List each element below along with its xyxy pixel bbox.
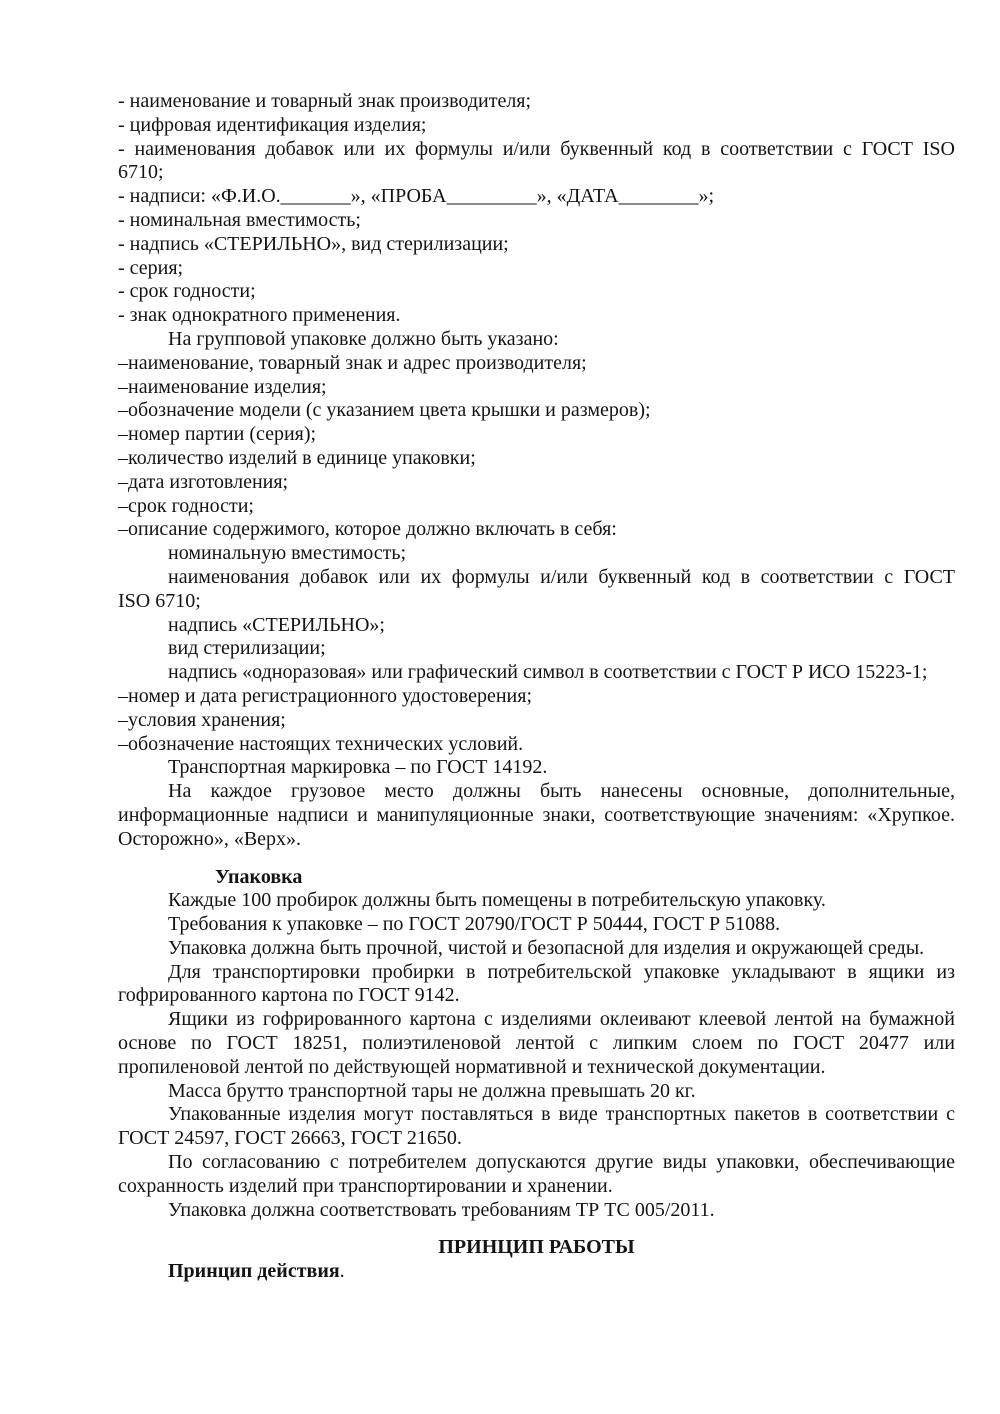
list-item: –условия хранения; (118, 708, 286, 731)
list-item: –дата изготовления; (118, 470, 289, 493)
subheading-princip-dejstviya (118, 1260, 955, 1284)
list-item: –срок годности; (118, 494, 254, 517)
sublist-item: надпись «одноразовая» или графический символ в соответствии с ГОСТ Р ИСО 15223-1; (168, 661, 928, 684)
paragraph-line: гофрированного картона по ГОСТ 9142. (118, 984, 460, 1007)
paragraph-line: Требования к упаковке – по ГОСТ 20790/ГОСТ Р 50444, ГОСТ Р 51088. (168, 913, 781, 936)
list-item: –номер партии (серия); (118, 423, 317, 446)
paragraph-spacer (118, 1222, 955, 1236)
list-item: - надпись «СТЕРИЛЬНО», вид стерилизации; (118, 232, 509, 255)
paragraph-line: Для транспортировки пробирки в потребительской упаковке укладывают в ящики из (168, 960, 955, 983)
list-item-continuation: 6710; (118, 161, 164, 184)
list-item: –обозначение модели (с указанием цвета крышки и размеров); (118, 399, 651, 422)
list-item: –номер и дата регистрационного удостоверения; (118, 684, 533, 707)
paragraph-line: По согласованию с потребителем допускаются другие виды упаковки, обеспечивающие (168, 1151, 955, 1174)
section-heading-princip-raboty: ПРИНЦИП РАБОТЫ (438, 1236, 635, 1259)
list-item: –описание содержимого, которое должно включать в себя: (118, 518, 617, 541)
paragraph-line: Упаковка должна быть прочной, чистой и безопасной для изделия и окружающей среды. (168, 936, 925, 959)
sublist-item: надпись «СТЕРИЛЬНО»; (168, 613, 385, 636)
list-item: - наименования добавок или их формулы и/или буквенный код в соответствии с ГОСТ ISO (118, 137, 955, 160)
sublist-item-continuation: ISO 6710; (118, 589, 201, 612)
list-item: –обозначение настоящих технических условий. (118, 732, 524, 755)
section-heading-upakovka: Упаковка (215, 865, 303, 888)
paragraph-spacer (118, 852, 955, 866)
paragraph-line: Каждые 100 пробирок должны быть помещены в потребительскую упаковку. (168, 889, 826, 912)
paragraph-line: Упакованные изделия могут поставляться в виде транспортных пакетов в соответствии с (168, 1103, 955, 1126)
paragraph-line: На групповой упаковке должно быть указано: (168, 327, 559, 350)
trailing-text: . (339, 1260, 345, 1283)
bold-text: Принцип действия (168, 1260, 340, 1283)
list-item: - цифровая идентификация изделия; (118, 113, 427, 136)
list-item: - знак однократного применения. (118, 304, 401, 327)
sublist-item: вид стерилизации; (168, 637, 326, 660)
sublist-item: номинальную вместимость; (168, 542, 407, 565)
list-item: - наименование и товарный знак производителя; (118, 90, 532, 112)
sublist-item: наименования добавок или их формулы и/или буквенный код в соответствии с ГОСТ (168, 565, 955, 588)
list-item: –количество изделий в единице упаковки; (118, 446, 476, 469)
paragraph-line: Упаковка должна соответствовать требованиям ТР ТС 005/2011. (168, 1198, 715, 1221)
paragraph-line: сохранность изделий при транспортировании и хранении. (118, 1174, 613, 1197)
paragraph-line: пропиленовой лентой по действующей нормативной и технической документации. (118, 1055, 826, 1078)
paragraph-line: Осторожно», «Верх». (118, 827, 302, 850)
paragraph-line: На каждое грузовое место должны быть нанесены основные, дополнительные, (168, 780, 955, 803)
paragraph-line: информационные надписи и манипуляционные знаки, соответствующие значениям: «Хрупкое. (118, 803, 955, 826)
list-item: –наименование изделия; (118, 375, 327, 398)
list-item: - серия; (118, 256, 184, 279)
paragraph-line: основе по ГОСТ 18251, полиэтиленовой лентой с липким слоем по ГОСТ 20477 или (118, 1032, 955, 1055)
list-item: - номинальная вместимость; (118, 208, 361, 231)
paragraph-line: ГОСТ 24597, ГОСТ 26663, ГОСТ 21650. (118, 1127, 462, 1150)
paragraph-line: Ящики из гофрированного картона с изделиями оклеивают клеевой лентой на бумажной (168, 1008, 955, 1031)
document-body (118, 90, 955, 1284)
paragraph-line: Транспортная маркировка – по ГОСТ 14192. (168, 756, 548, 779)
list-item: –наименование, товарный знак и адрес производителя; (118, 351, 587, 374)
paragraph-line: Масса брутто транспортной тары не должна превышать 20 кг. (168, 1079, 696, 1102)
list-item: - надписи: «Ф.И.О._______», «ПРОБА_________», «ДАТА________»; (118, 185, 715, 208)
list-item: - срок годности; (118, 280, 256, 303)
